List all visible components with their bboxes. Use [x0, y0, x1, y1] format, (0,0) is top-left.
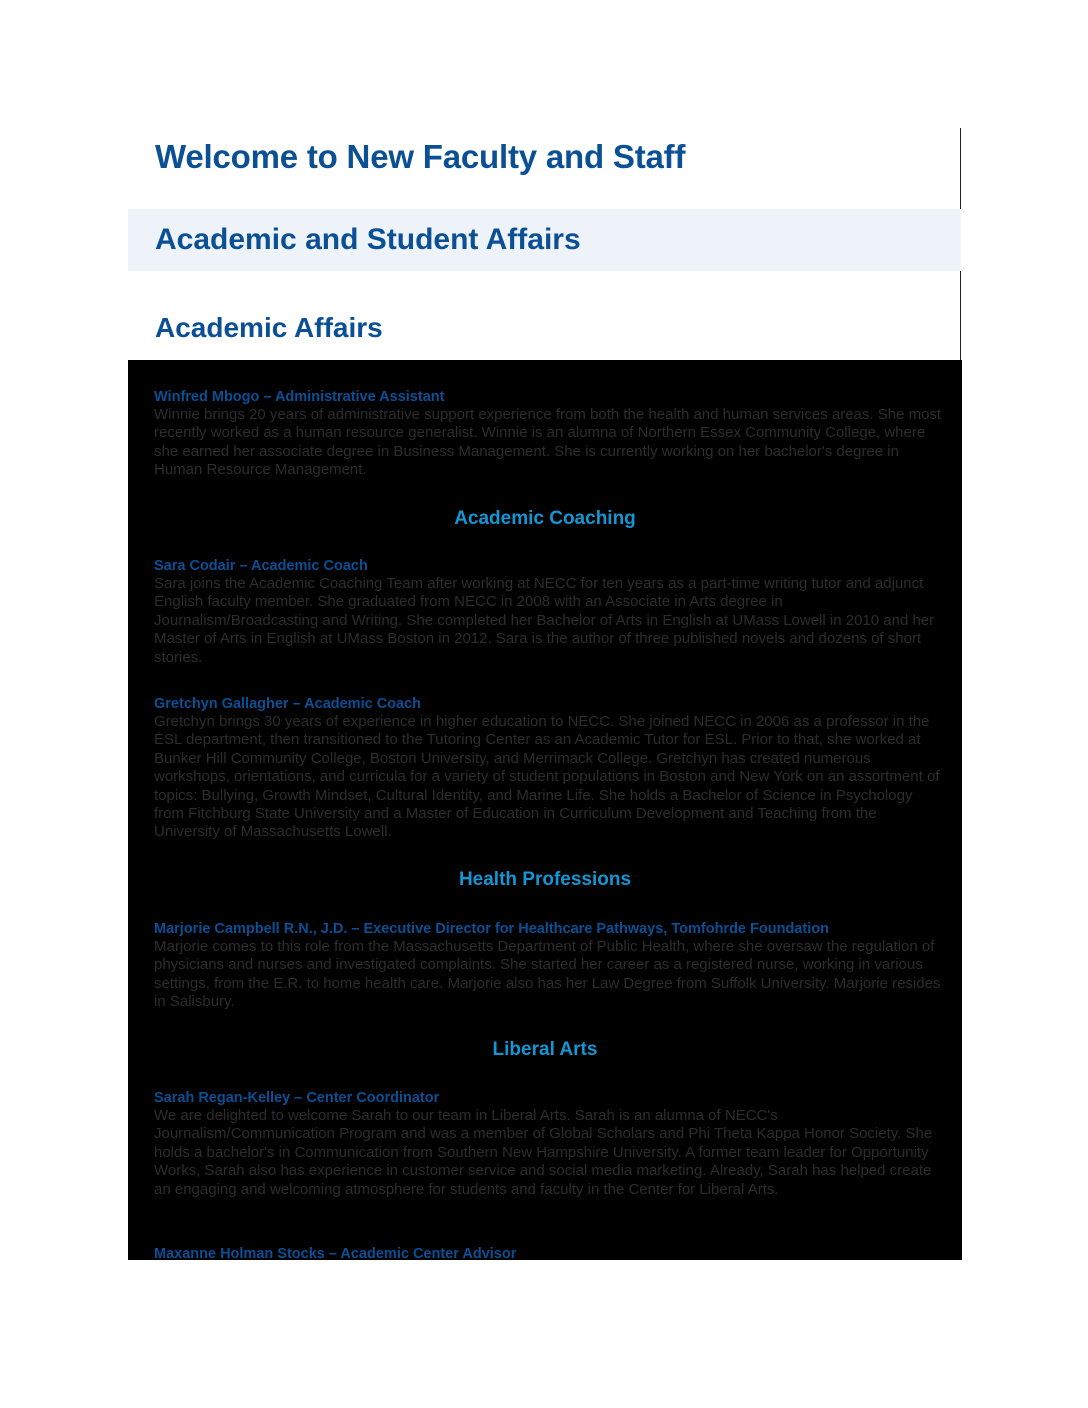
- staff-entry: [154, 695, 944, 842]
- page-title: Welcome to New Faculty and Staff: [155, 138, 686, 175]
- staff-bio: We are delighted to welcome Sarah to our team in Liberal Arts. Sarah is an alumna of NECC's Journalism/Communication Program and was a member of Global Scholars and Phi Theta Kappa Honor Society. She holds a bachelor's in Communication from Southern New Hampshire University. A former team leader for Opportunity Works, Sarah also has experience in customer service and social media marketing. Already, Sarah has helped create an engaging and welcoming atmosphere for students and faculty in the Center for Liberal Arts.: [154, 1107, 933, 1198]
- department-heading: Health Professions: [458, 869, 632, 890]
- staff-name: Sara Codair – Academic Coach: [154, 558, 368, 574]
- division-title: Academic and Student Affairs: [155, 223, 581, 256]
- staff-bio: Gretchyn brings 30 years of experience in higher education to NECC. She joined NECC in 2006 as a professor in the ESL department, then transitioned to the Tutoring Center as an Academic Tutor for ESL. Prior to that, she worked at Bunker Hill Community College, Boston University, and Merrimack College. Gretchyn has created numerous workshops, orientations, and curricula for a variety of student populations in Boston and New York on an assortment of topics: Bullying, Growth Mindset, Cultural Identity, and Marine Life. She holds a Bachelor of Science in Psychology from Fitchburg State University and a Master of Education in Curriculum Development and Teaching from the University of Massachusetts Lowell.: [154, 713, 940, 841]
- staff-name: Winfred Mbogo – Administrative Assistant: [154, 389, 445, 405]
- staff-name: Sarah Regan-Kelley – Center Coordinator: [154, 1090, 440, 1106]
- department-heading: Liberal Arts: [492, 1039, 598, 1060]
- section-title: Academic Affairs: [155, 312, 383, 343]
- staff-bio: Sara joins the Academic Coaching Team after working at NECC for ten years as a part-time writing tutor and adjunct English faculty member. She graduated from NECC in 2008 with an Associate in Arts degree in Journalism/Broadcasting and Writing. She completed her Bachelor of Arts in English at UMass Lowell in 2010 and her Master of Arts in English at UMass Boston in 2012. Sara is the author of three published novels and dozens of short stories.: [154, 575, 935, 666]
- staff-listing-panel: [128, 360, 962, 1260]
- staff-name: Maxanne Holman Stocks – Academic Center Advisor: [154, 1246, 517, 1260]
- department-heading: Academic Coaching: [454, 508, 636, 529]
- staff-name: Gretchyn Gallagher – Academic Coach: [154, 696, 422, 712]
- staff-entry: [154, 1089, 944, 1199]
- staff-entry: [154, 1245, 944, 1260]
- staff-bio: Winnie brings 20 years of administrative support experience from both the health and human services areas. She most recently worked as a human resource generalist. Winnie is an alumna of Northern Essex Community College, where she earned her associate degree in Business Management. She is currently working on her bachelor's degree in Human Resource Management.: [154, 406, 942, 479]
- staff-entry: [154, 557, 944, 667]
- staff-name: Marjorie Campbell R.N., J.D. – Executive Director for Healthcare Pathways, Tomfohrde Foundation: [154, 921, 829, 937]
- staff-bio: Marjorie comes to this role from the Massachusetts Department of Public Health, where she oversaw the regulation of physicians and nurses and investigated complaints. She started her career as a registered nurse, working in various settings, from the E.R. to home health care. Marjorie also has her Law Degree from Suffolk University. Marjorie resides in Salisbury.: [154, 938, 941, 1011]
- staff-entry: [154, 388, 944, 480]
- staff-entry: [154, 920, 944, 1012]
